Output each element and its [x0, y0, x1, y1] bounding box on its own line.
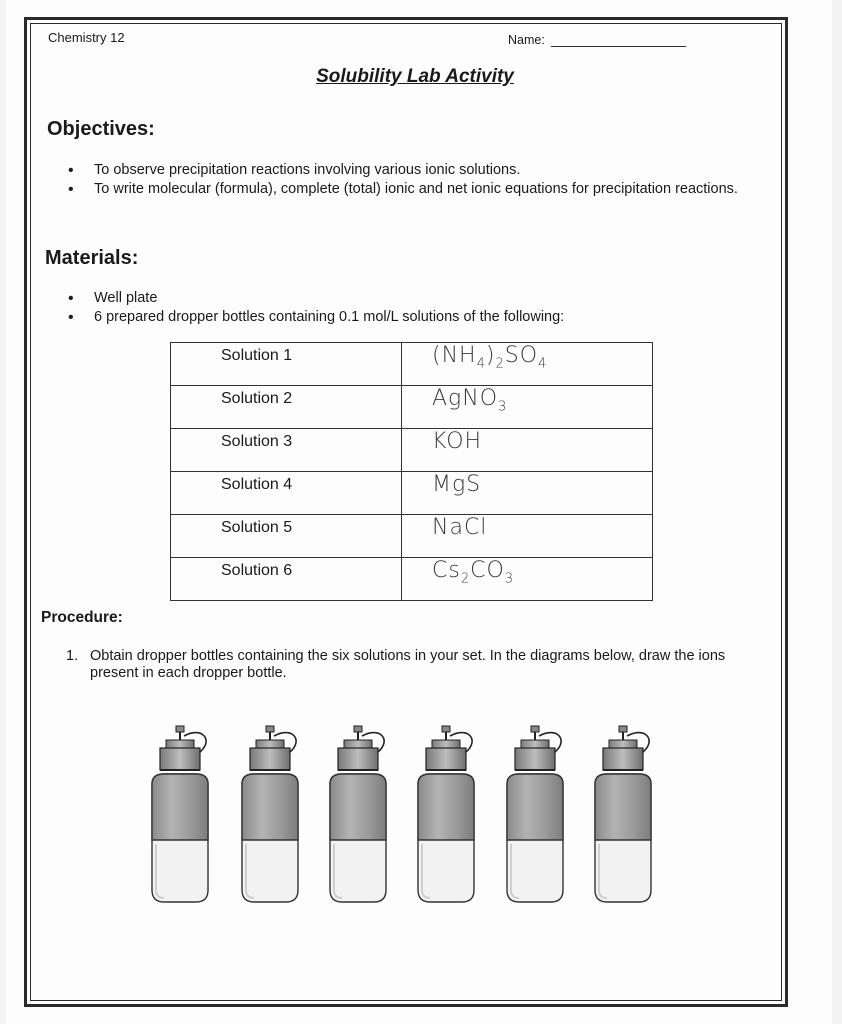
solution-label: Solution 6	[171, 558, 402, 601]
objectives-heading: Objectives:	[47, 118, 155, 140]
materials-heading: Materials:	[45, 247, 139, 269]
solution-formula: $(NH_4)_2SO_4$	[402, 343, 653, 386]
solution-label: Solution 2	[171, 386, 402, 429]
solution-label: Solution 1	[171, 343, 402, 386]
dropper-bottle	[507, 726, 563, 902]
dropper-bottle	[152, 726, 208, 902]
name-field-line[interactable]	[551, 46, 686, 47]
solution-formula: MgS	[402, 472, 653, 515]
materials-list	[68, 290, 758, 328]
table-row	[171, 558, 653, 601]
objective-item: • To observe precipitation reactions involving various ionic solutions.	[68, 162, 758, 179]
solution-formula: AgNO$_3$	[402, 386, 653, 429]
solution-label: Solution 4	[171, 472, 402, 515]
step-number: 1.	[66, 648, 79, 664]
solution-formula: KOH	[402, 429, 653, 472]
dropper-bottles-diagram	[140, 722, 700, 912]
solution-label: Solution 3	[171, 429, 402, 472]
course-label: Chemistry 12	[48, 30, 125, 45]
dropper-bottle	[242, 726, 298, 902]
table-row	[171, 515, 653, 558]
solution-formula: NaCl	[402, 515, 653, 558]
solution-label: Solution 5	[171, 515, 402, 558]
procedure-heading: Procedure:	[41, 609, 123, 626]
name-label: Name:	[508, 33, 545, 47]
objectives-list	[68, 162, 758, 200]
solutions-table	[170, 342, 653, 601]
objective-item: • To write molecular (formula), complete (total) ionic and net ionic equations for precipitation reactions.	[68, 181, 758, 198]
table-row	[171, 343, 653, 386]
dropper-bottle	[330, 726, 386, 902]
dropper-bottle	[595, 726, 651, 902]
dropper-bottle	[418, 726, 474, 902]
material-item: • 6 prepared dropper bottles containing 0.1 mol/L solutions of the following:	[68, 309, 758, 326]
solution-formula: $Cs_2CO_3$	[402, 558, 653, 601]
table-row	[171, 472, 653, 515]
material-item: • Well plate	[68, 290, 758, 307]
table-row	[171, 429, 653, 472]
table-row	[171, 386, 653, 429]
page-title: Solubility Lab Activity	[316, 66, 514, 87]
step-text: Obtain dropper bottles containing the six solutions in your set. In the diagrams below, draw the ions present in each dropper bottle.	[90, 648, 726, 681]
